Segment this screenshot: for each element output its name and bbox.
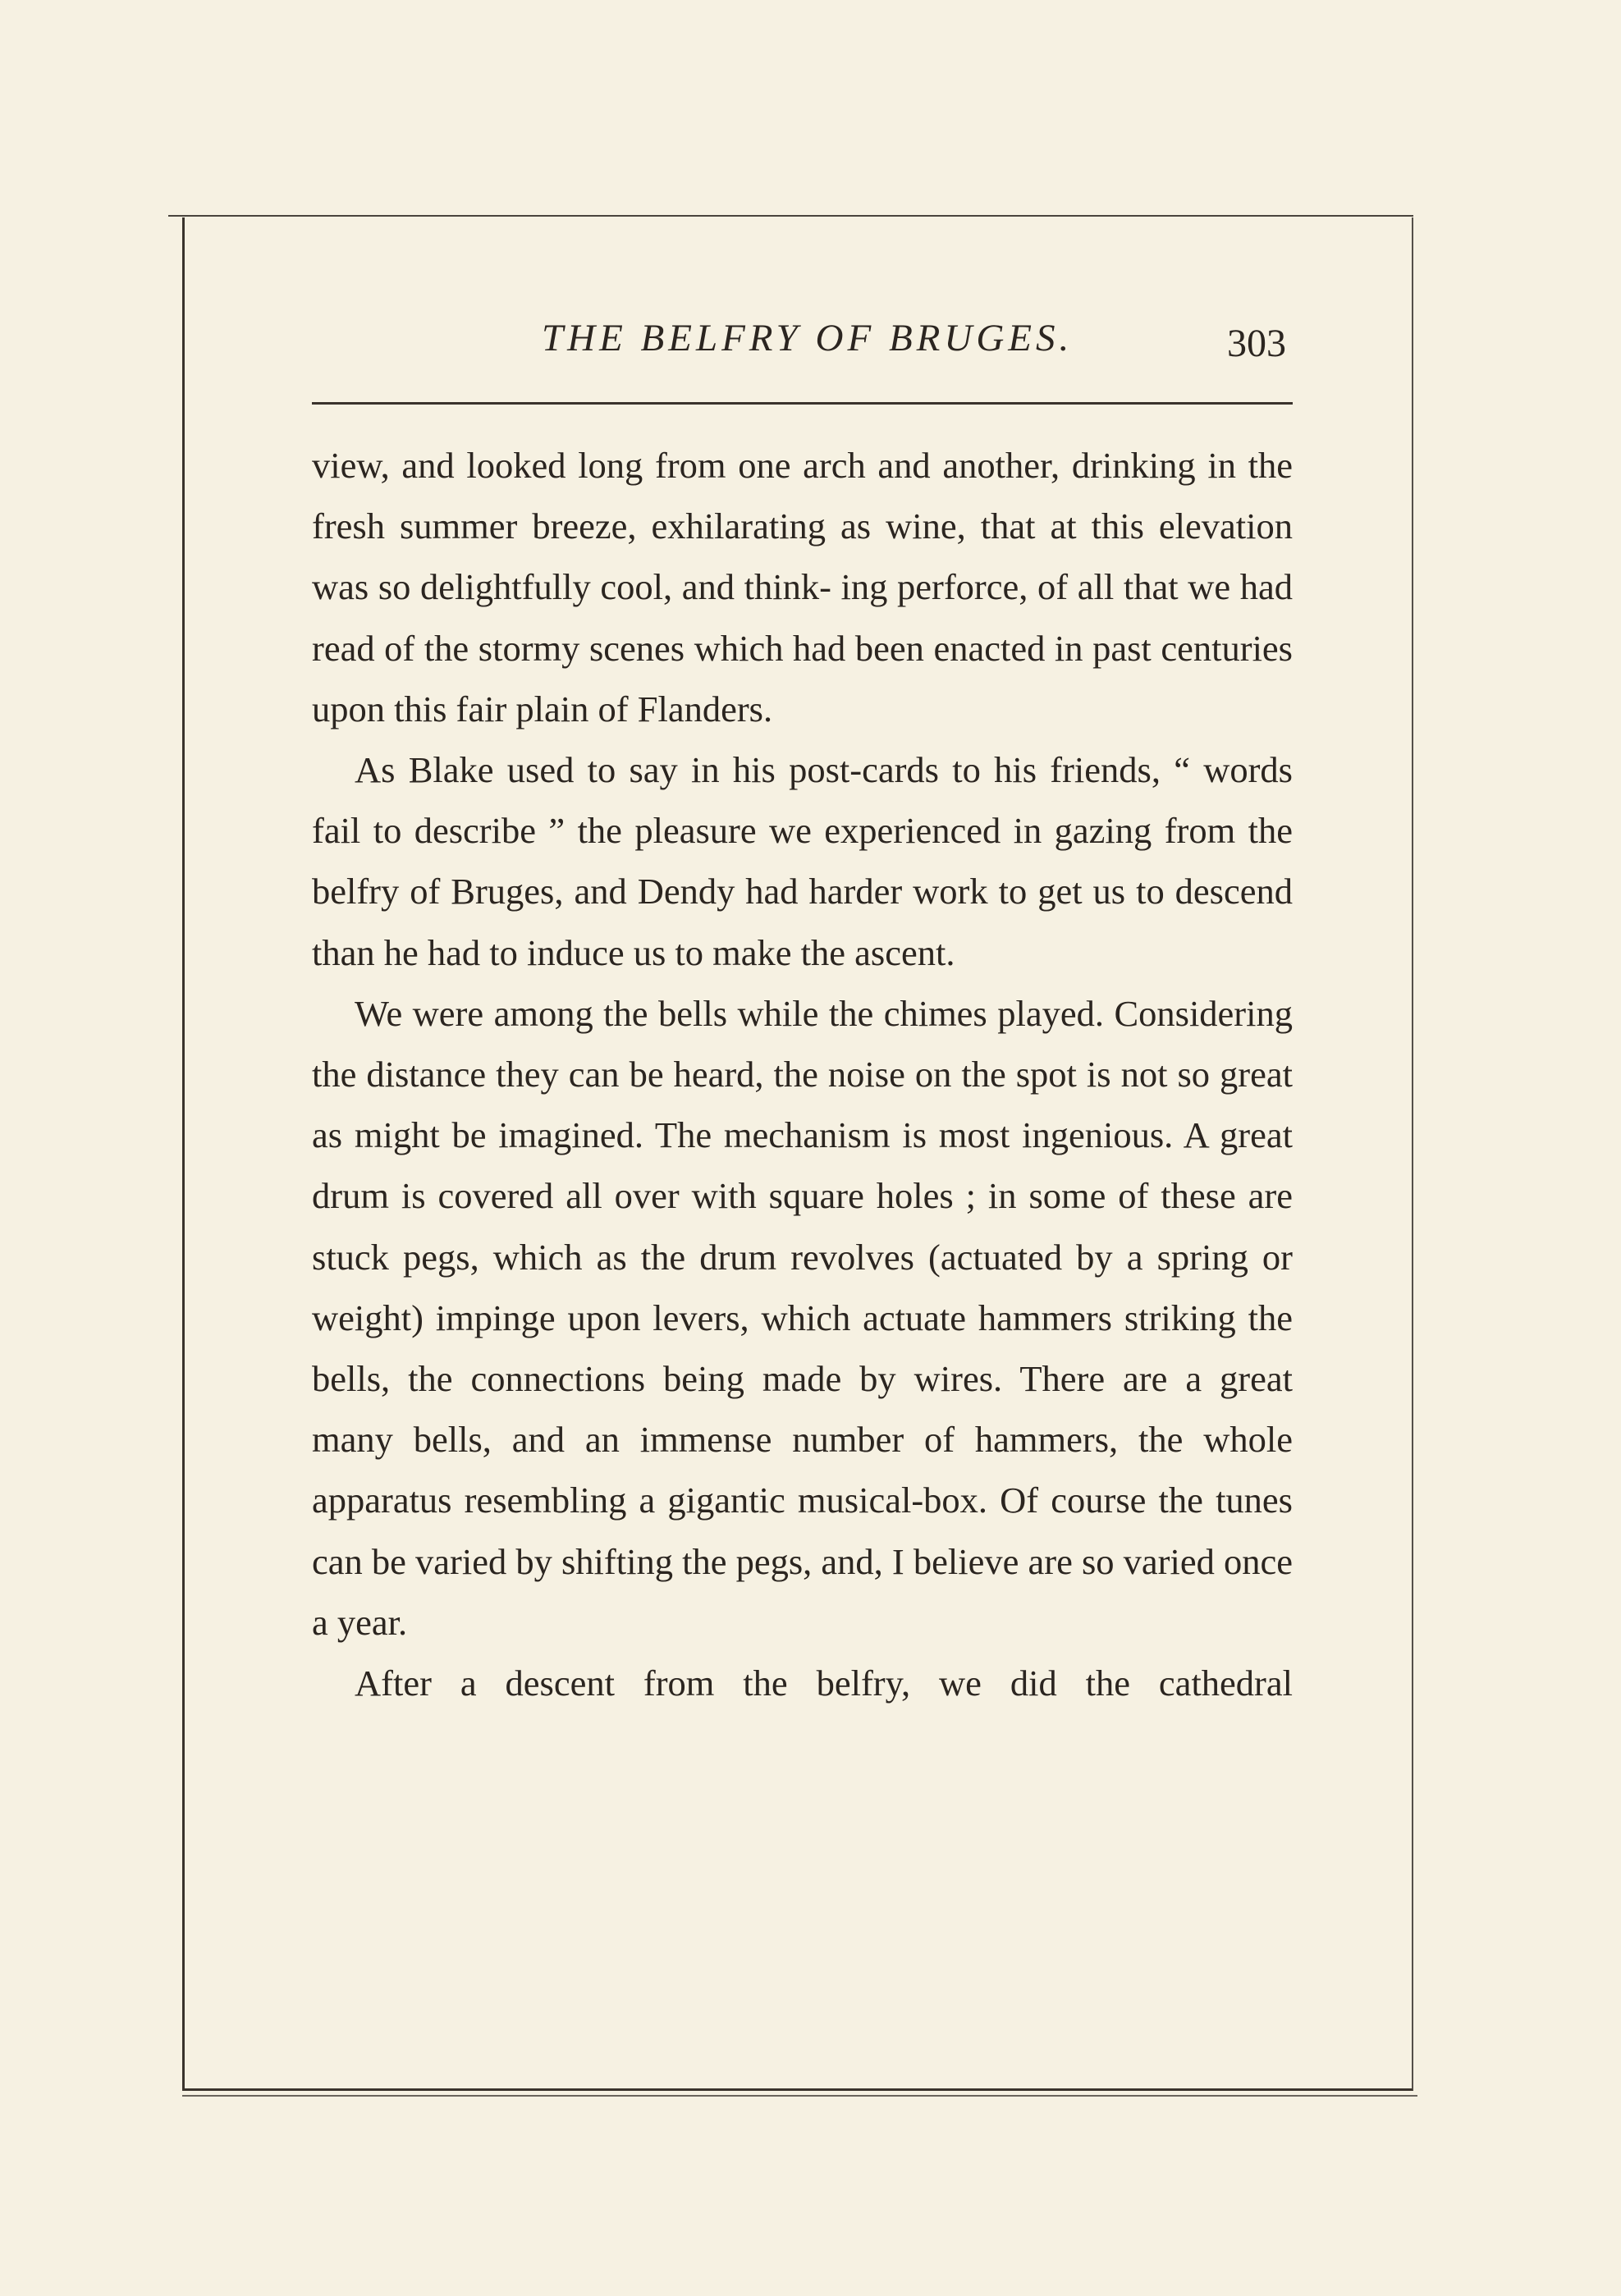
frame-top-border <box>168 215 1413 217</box>
body-text <box>312 435 1293 1713</box>
running-title: THE BELFRY OF BRUGES. <box>542 317 1074 359</box>
page-header <box>312 316 1293 382</box>
paragraph: We were among the bells while the chimes played. Considering the distance they can be heard, the noise on the spot is not so great as might be imagined. The mechanism is most ingenious. A great drum is covered all over with square holes ; in some of these are stuck pegs, which as the drum revolves (actuated by a spring or weight) impinge upon levers, which actuate hammers striking the bells, the connections being made by wires. There are a great many bells, and an immense number of hammers, the whole apparatus resembling a gigantic musical-box. Of course the tunes can be varied by shifting the pegs, and, I believe are so varied once a year. <box>312 992 1293 1643</box>
paragraph: As Blake used to say in his post-cards to his friends, “ words fail to describe ” the pleasure we experienced in gazing from the belfry of Bruges, and Dendy had harder work to get us to descend than he had to induce us to make the ascent. <box>312 749 1293 973</box>
frame-bottom-border <box>182 2095 1417 2097</box>
paragraph: After a descent from the belfry, we did the cathedral <box>355 1663 1293 1704</box>
header-rule <box>312 402 1293 405</box>
paragraph: view, and looked long from one arch and another, drinking in the fresh summer breeze, exhilarating as wine, that at this elevation was so delightfully cool, and think- ing perforce, of all that we had read of the stormy scenes which had been enacted in past centuries upon this fair plain of Flanders. <box>312 445 1293 730</box>
page-number: 303 <box>1227 322 1286 365</box>
